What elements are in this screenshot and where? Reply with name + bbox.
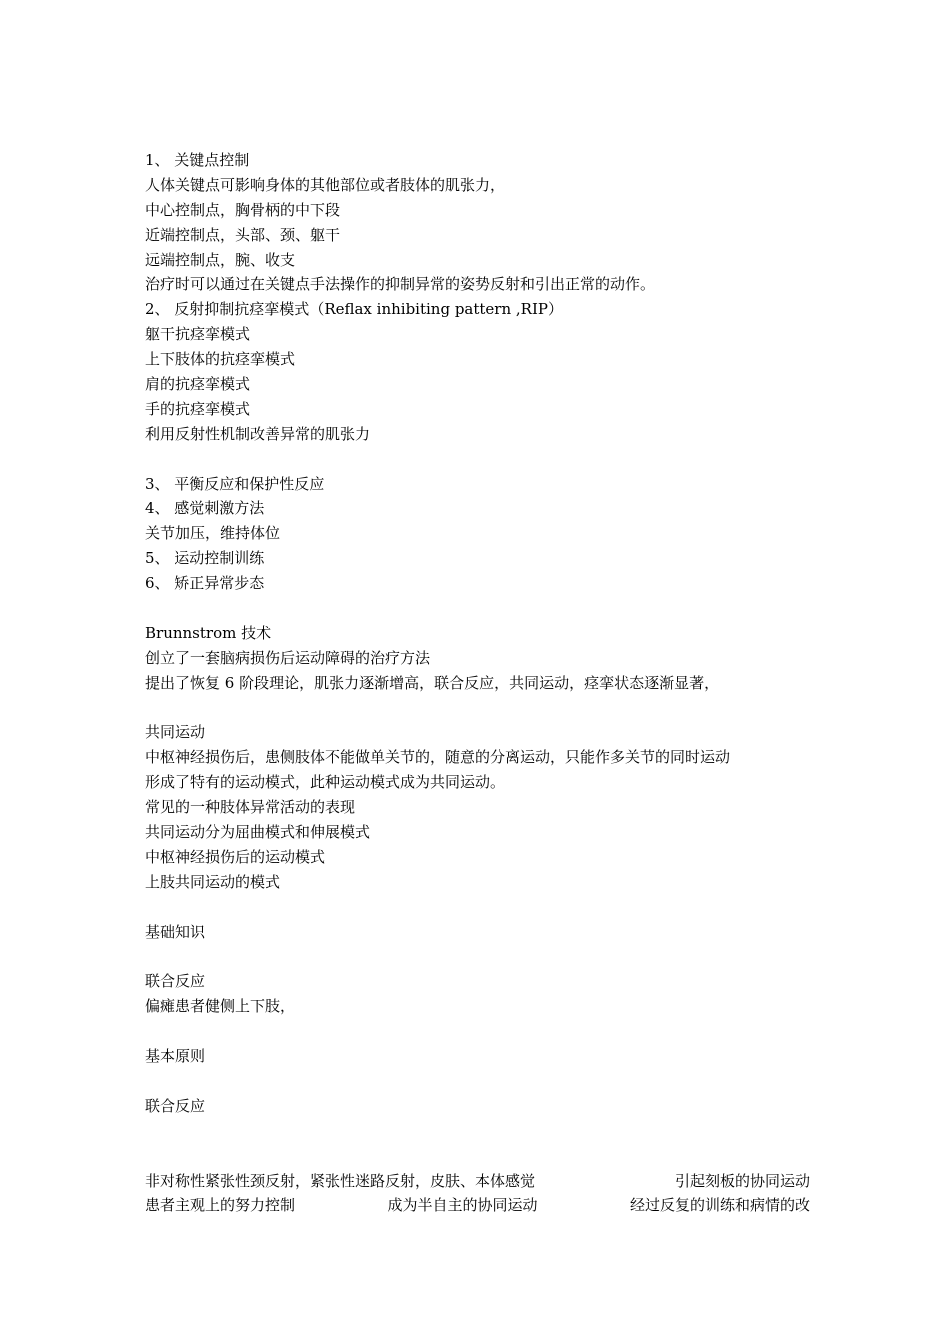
text-line: 提出了恢复 6 阶段理论，肌张力逐渐增高，联合反应，共同运动，痉挛状态逐渐显著， [145,673,720,692]
document-body [145,148,810,1218]
heading-sensory: 4、 感觉刺激方法 [145,499,265,518]
blank-line [145,447,810,472]
text-line: 肩的抗痉挛模式 [145,375,251,394]
blank-line [145,1119,810,1144]
text-line: 上下肢体的抗痉挛模式 [145,350,296,369]
text-line: 治疗时可以通过在关键点手法操作的抑制异常的姿势反射和引出正常的动作。 [145,275,656,294]
text-line: 人体关键点可影响身体的其他部位或者肢体的肌张力， [145,175,506,194]
row-cell-semi-voluntary: 成为半自主的协同运动 [387,1196,538,1215]
blank-line [145,945,810,970]
heading-brunnstrom: Brunnstrom 技术 [145,623,272,642]
heading-principles: 基本原则 [145,1047,206,1066]
row-cell-effort: 患者主观上的努力控制 [145,1196,296,1215]
text-line: 中枢神经损伤后的运动模式 [145,847,326,866]
text-line: 远端控制点，腕、收支 [145,250,296,269]
text-line: 中枢神经损伤后，患侧肢体不能做单关节的，随意的分离运动，只能作多关节的同时运动 [145,748,731,767]
heading-gait: 6、 矫正异常步态 [145,574,265,593]
heading-associated-reaction: 联合反应 [145,972,206,991]
blank-line [145,895,810,920]
text-line: 共同运动分为屈曲模式和伸展模式 [145,823,371,842]
text-line: 中心控制点，胸骨柄的中下段 [145,200,341,219]
row-cell-synergy: 引起刻板的协同运动 [674,1171,810,1190]
text-line: 躯干抗痉挛模式 [145,325,251,344]
text-line: 关节加压，维持体位 [145,524,281,543]
text-line: 利用反射性机制改善异常的肌张力 [145,424,371,443]
heading-basics: 基础知识 [145,922,206,941]
heading-balance: 3、 平衡反应和保护性反应 [145,474,325,493]
blank-line [145,596,810,621]
row-cell-reflexes: 非对称性紧张性颈反射，紧张性迷路反射，皮肤、本体感觉 [145,1171,536,1190]
table-row-control [145,1193,810,1218]
text-line: 上肢共同运动的模式 [145,872,281,891]
text-line: 偏瘫患者健侧上下肢， [145,997,296,1016]
text-line: 形成了特有的运动模式，此种运动模式成为共同运动。 [145,773,506,792]
blank-line [145,1069,810,1094]
blank-line [145,1019,810,1044]
text-line: 手的抗痉挛模式 [145,399,251,418]
heading-rip: 2、 反射抑制抗痉挛模式（Reflax inhibiting pattern ,RIP） [145,300,563,319]
heading-associated-reaction-2: 联合反应 [145,1096,206,1115]
text-line: 创立了一套脑病损伤后运动障碍的治疗方法 [145,648,431,667]
heading-key-point-control: 1、 关键点控制 [145,151,250,169]
heading-motor-control: 5、 运动控制训练 [145,549,265,568]
text-line: 常见的一种肢体异常活动的表现 [145,798,356,817]
table-row-reflexes [145,1169,810,1194]
blank-line [145,696,810,721]
heading-synergy: 共同运动 [145,723,206,742]
text-line: 近端控制点，头部、颈、躯干 [145,225,341,244]
blank-line [145,1144,810,1169]
row-cell-training: 经过反复的训练和病情的改 [629,1196,810,1215]
